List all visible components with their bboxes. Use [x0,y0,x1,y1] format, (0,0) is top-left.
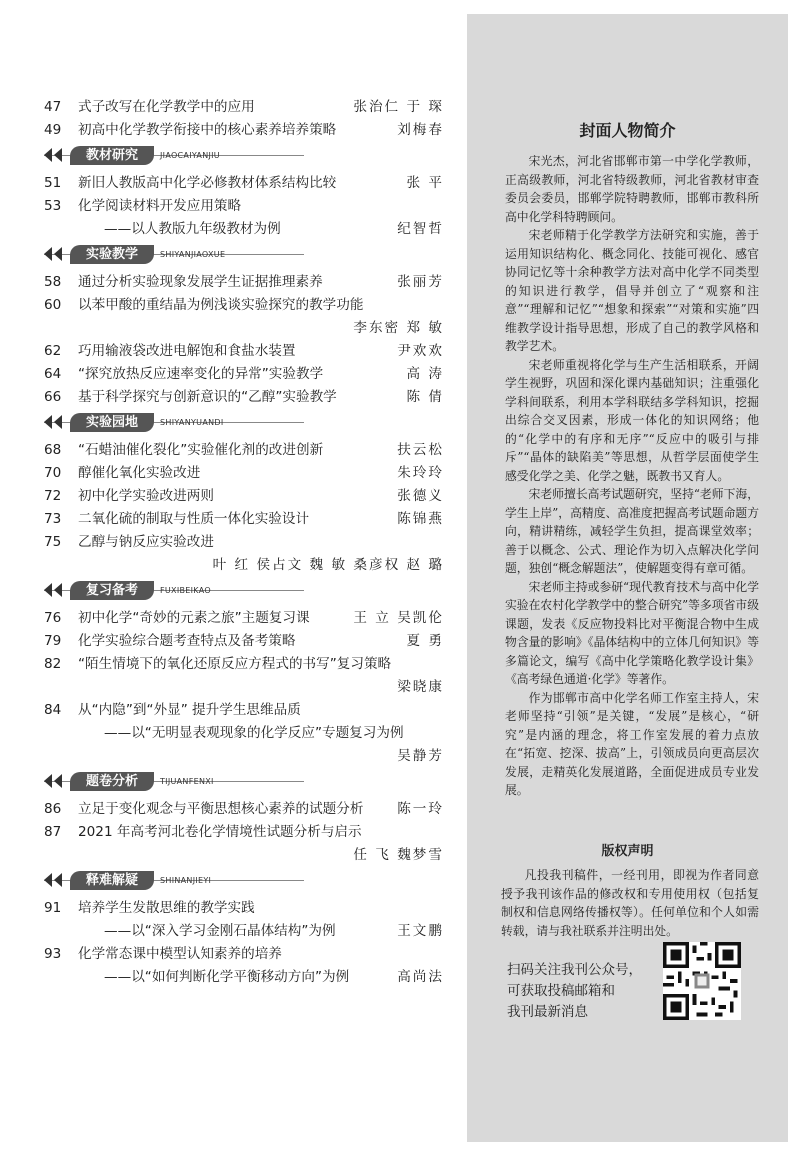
section-arrow-icon [44,583,70,599]
article-author: 朱玲玲 [397,465,444,481]
section-pinyin: SHIYANYUANDI [160,418,224,427]
article-title: 化学常态课中模型认知素养的培养 [78,946,282,962]
section-header [44,145,444,167]
article-author: 高 涛 [406,366,444,382]
section-pinyin: SHIYANJIAOXUE [160,250,226,259]
copyright-text: 凡投我刊稿件，一经刊用，即视为作者同意授予我刊该作品的修改权和专用使用权（包括复制权和信息网络传播权等）。任何单位和个人如需转载，请与我社联系并注明出处。 [501,868,759,938]
article-title: 初中化学“奇妙的元素之旅”主题复习课 [78,610,310,626]
section-pinyin: SHINANJIEYI [160,876,212,885]
section-arrow-icon [44,774,70,790]
bio-paragraph: 宋老师擅长高考试题研究，坚持“老师下海，学生上岸”，高精度、高准度把握高考试题命题方向，精讲精练，减轻学生负担，提高课堂效率；善于以概念、公式、理论作为切入点解决化学问题，独创“概念解题法”，使解题变得有章可循。 [505,487,759,575]
toc-entry[interactable] [44,699,444,722]
article-title: “陌生情境下的氧化还原反应方程式的书写”复习策略 [78,656,392,672]
section-header [44,771,444,793]
section-pinyin: FUXIBEIKAO [160,586,211,595]
article-title: 巧用输液袋改进电解饱和食盐水装置 [78,343,296,359]
article-subtitle: ——以“深入学习金刚石晶体结构”为例 [104,923,336,939]
toc-subtitle-line [44,966,444,989]
article-author: 张治仁 于 琛 [353,99,444,115]
toc-entry[interactable] [44,294,444,317]
toc-entry[interactable] [44,363,444,386]
table-of-contents [44,96,444,989]
section-arrow-icon [44,415,70,431]
page-number: 91 [44,900,62,916]
toc-entry[interactable] [44,340,444,363]
article-author: 梁晓康 [397,679,444,695]
article-title: 初高中化学教学衔接中的核心素养培养策略 [78,122,337,138]
qr-caption-line: 可获取投稿邮箱和 [507,983,615,999]
article-title: 从“内隐”到“外显” 提升学生思维品质 [78,702,301,718]
section-label: 释难解疑 [70,871,154,890]
article-title: 乙醇与钠反应实验改进 [78,534,214,550]
page-number: 82 [44,656,62,672]
section-label: 实验园地 [70,413,154,432]
article-author: 张丽芳 [397,274,444,290]
article-title: 化学阅读材料开发应用策略 [78,198,242,214]
page-number: 68 [44,442,62,458]
article-title: 2021 年高考河北卷化学情境性试题分析与启示 [78,824,362,840]
page-number: 51 [44,175,62,191]
qr-code-icon[interactable] [663,942,741,1020]
page-number: 60 [44,297,62,313]
section-pinyin: JIAOCAIYANJIU [160,151,220,160]
toc-subtitle-line [44,218,444,241]
article-author: 张德义 [397,488,444,504]
bio-paragraph: 宋光杰，河北省邯郸市第一中学化学教师，正高级教师，河北省特级教师，河北省教材审查委员会委员，邯郸学院特聘教师，邯郸市教科所高中化学科特聘顾问。 [505,154,759,224]
article-author: 吴静芳 [397,748,444,764]
article-title: “探究放热反应速率变化的异常”实验教学 [78,366,324,382]
article-title: 培养学生发散思维的教学实践 [78,900,255,916]
article-author: 叶 红 侯占文 魏 敏 桑彦权 赵 璐 [212,557,444,573]
toc-entry[interactable] [44,531,444,554]
article-author: 张 平 [406,175,444,191]
page-number: 79 [44,633,62,649]
section-label: 教材研究 [70,146,154,165]
qr-caption-line: 扫码关注我刊公众号， [507,962,642,978]
article-author: 扶云松 [397,442,444,458]
page-number: 86 [44,801,62,817]
copyright-title: 版权声明 [601,844,654,859]
section-header [44,412,444,434]
page-number: 49 [44,122,62,138]
article-title: 式子改写在化学教学中的应用 [78,99,255,115]
article-title: 基于科学探究与创新意识的“乙醇”实验教学 [78,389,337,405]
toc-entry[interactable] [44,607,444,630]
qr-caption [507,960,667,1023]
article-title: 通过分析实验现象发展学生证据推理素养 [78,274,323,290]
section-header [44,870,444,892]
article-author: 王 立 吴凯伦 [353,610,444,626]
page-number: 76 [44,610,62,626]
toc-subtitle-line [44,722,444,745]
article-title: 以苯甲酸的重结晶为例浅谈实验探究的教学功能 [78,297,364,313]
article-title: “石蜡油催化裂化”实验催化剂的改进创新 [78,442,324,458]
cover-person-bio [505,152,759,800]
section-label: 题卷分析 [70,772,154,791]
cover-person-title: 封面人物简介 [579,121,676,140]
toc-entry[interactable] [44,271,444,294]
bio-paragraph: 宋老师重视将化学与生产生活相联系，开阔学生视野，巩固和深化课内基础知识；注重强化学科间联系，利用本学科联结多学科知识，挖掘出综合交叉因素，形成一体化的知识网络；他的“化学中的有序和无序”“反应中的吸引与排斥”“晶体的缺陷美”等思想，从哲学层面使学生感受化学之美、化学之魅，既教书又育人。 [505,357,759,483]
page-number: 84 [44,702,62,718]
bio-paragraph: 宋老师精于化学教学方法研究和实施，善于运用知识结构化、概念同化、技能可视化、感官协同记忆等十余种教学方法对高中化学不同类型的知识进行教学，倡导并创立了“观察和注意”“理解和记忆”“想象和探索”“对策和实施”四维教学设计指导思想，形成了自己的教学风格和教学艺术。 [505,228,759,353]
article-author: 任 飞 魏梦雪 [353,847,444,863]
article-title: 初中化学实验改进两则 [78,488,214,504]
section-label: 实验教学 [70,245,154,264]
page-number: 66 [44,389,62,405]
article-title: 化学实验综合题考查特点及备考策略 [78,633,296,649]
article-author: 陈 倩 [406,389,444,405]
article-author: 陈一玲 [397,801,444,817]
section-arrow-icon [44,873,70,889]
article-author: 刘梅春 [397,122,444,138]
toc-entry[interactable] [44,195,444,218]
page-number: 47 [44,99,62,115]
article-title: 立足于变化观念与平衡思想核心素养的试题分析 [78,801,364,817]
article-author: 尹欢欢 [397,343,444,359]
toc-entry[interactable] [44,630,444,653]
article-subtitle: ——以“无明显表观现象的化学反应”专题复习为例 [104,725,404,741]
bio-paragraph: 作为邯郸市高中化学名师工作室主持人，宋老师坚持“引领”是关键，“发展”是核心，“研究”是内涵的理念，将工作室发展的着力点放在“拓宽、挖深、拔高”上，引领成员向更高层次发展，走精英化发展道路，全面促进成员专业发展。 [505,690,759,797]
toc-entry[interactable] [44,653,444,676]
article-author: 陈锦燕 [397,511,444,527]
toc-entry[interactable] [44,96,444,119]
cover-person-panel [467,14,788,1142]
toc-entry[interactable] [44,119,444,142]
article-author: 纪智哲 [397,221,444,237]
article-subtitle: ——以人教版九年级教材为例 [104,221,281,237]
page-number: 62 [44,343,62,359]
article-author: 王文鹏 [397,923,444,939]
toc-entry[interactable] [44,485,444,508]
toc-entry[interactable] [44,508,444,531]
article-author: 李东密 郑 敏 [353,320,444,336]
toc-entry[interactable] [44,943,444,966]
page-number: 53 [44,198,62,214]
qr-caption-line: 我刊最新消息 [507,1004,588,1020]
toc-entry[interactable] [44,386,444,409]
page-number: 70 [44,465,62,481]
toc-entry[interactable] [44,897,444,920]
article-title: 醇催化氧化实验改进 [78,465,201,481]
section-header [44,580,444,602]
toc-entry[interactable] [44,798,444,821]
toc-entry[interactable] [44,172,444,195]
article-author: 夏 勇 [406,633,444,649]
page-number: 73 [44,511,62,527]
article-author: 高尚法 [397,969,444,985]
page-number: 75 [44,534,62,550]
section-pinyin: TIJUANFENXI [160,777,214,786]
toc-entry[interactable] [44,439,444,462]
page-number: 93 [44,946,62,962]
page-number: 87 [44,824,62,840]
section-label: 复习备考 [70,581,154,600]
page-number: 58 [44,274,62,290]
article-title: 新旧人教版高中化学必修教材体系结构比较 [78,175,337,191]
toc-subtitle-line [44,920,444,943]
section-arrow-icon [44,148,70,164]
page-number: 64 [44,366,62,382]
article-title: 二氧化硫的制取与性质一体化实验设计 [78,511,310,527]
page-number: 72 [44,488,62,504]
toc-entry[interactable] [44,462,444,485]
section-header [44,244,444,266]
section-arrow-icon [44,247,70,263]
bio-paragraph: 宋老师主持或参研“现代教育技术与高中化学实验在农村化学教学中的整合研究”等多项省市级课题，发表《反应物投料比对平衡混合物中生成物含量的影响》《晶体结构中的立体几何知识》等多篇论文，编写《高中化学策略化教学设计集》《高考绿色通道·化学》等著作。 [505,579,759,686]
toc-entry[interactable] [44,821,444,844]
article-subtitle: ——以“如何判断化学平衡移动方向”为例 [104,969,350,985]
